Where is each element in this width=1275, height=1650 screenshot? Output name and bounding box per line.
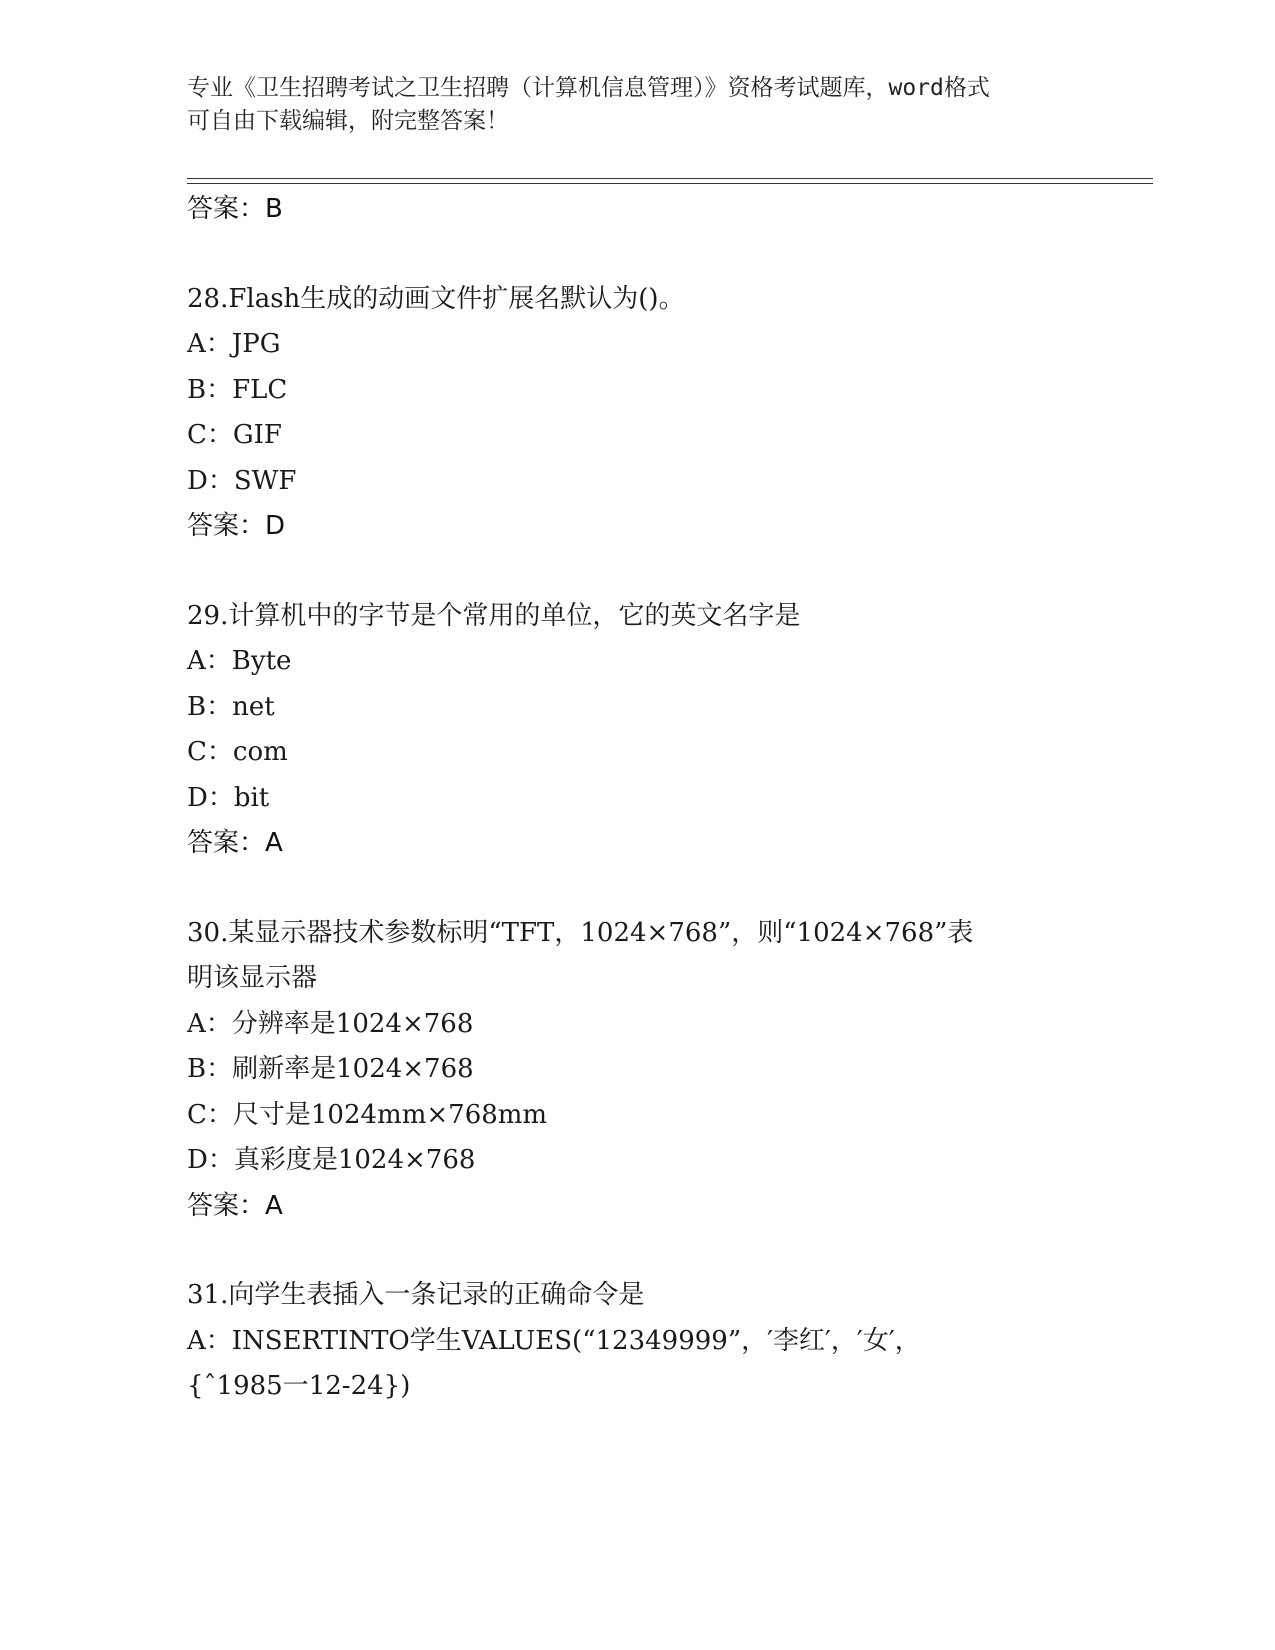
option-c: C：com (187, 737, 288, 767)
answer-line: 答案：A (187, 828, 283, 858)
question-31 (187, 1273, 1067, 1410)
spacer (187, 233, 1067, 277)
question-28 (187, 277, 1067, 550)
spacer (187, 1229, 1067, 1273)
header-divider-bottom (187, 183, 1153, 184)
option-b: B：刷新率是1024×768 (187, 1054, 474, 1084)
spacer (187, 550, 1067, 594)
spacer (187, 867, 1067, 911)
question-list (187, 187, 1067, 1410)
option-d: D：SWF (187, 465, 297, 496)
option-c: C：尺寸是1024mm×768mm (187, 1099, 548, 1130)
question-stem: 31.向学生表插入一条记录的正确命令是 (187, 1280, 645, 1310)
option-a-line-2: {ˆ1985一12-24}) (187, 1371, 411, 1401)
option-d: D：bit (187, 782, 270, 813)
answer-line: 答案：A (187, 1190, 283, 1221)
option-a-line-1: A：INSERTINTO学生VALUES(“12349999”，′李红′，′女′， (187, 1325, 921, 1356)
header-line-2: 可自由下载编辑，附完整答案！ (187, 108, 509, 134)
document-header (187, 72, 1067, 138)
header-line-1: 专业《卫生招聘考试之卫生招聘（计算机信息管理）》资格考试题库，word格式 (187, 75, 990, 101)
option-b: B：net (187, 691, 275, 722)
question-30 (187, 911, 1067, 1230)
answer-line: 答案：D (187, 511, 286, 541)
question-stem: 28.Flash生成的动画文件扩展名默认为()。 (187, 283, 685, 314)
answer-line: 答案：B (187, 194, 283, 224)
question-stem-line-2: 明该显示器 (187, 963, 318, 993)
option-d: D：真彩度是1024×768 (187, 1145, 476, 1175)
question-stem: 29.计算机中的字节是个常用的单位，它的英文名字是 (187, 600, 801, 631)
option-c: C：GIF (187, 420, 282, 450)
question-stem-line-1: 30.某显示器技术参数标明“TFT，1024×768”，则“1024×768”表 (187, 917, 974, 948)
option-b: B：FLC (187, 374, 288, 405)
header-divider-top (187, 178, 1153, 179)
option-a: A：JPG (187, 329, 281, 359)
question-29 (187, 594, 1067, 867)
option-a: A：分辨率是1024×768 (187, 1008, 474, 1039)
option-a: A：Byte (187, 646, 292, 676)
